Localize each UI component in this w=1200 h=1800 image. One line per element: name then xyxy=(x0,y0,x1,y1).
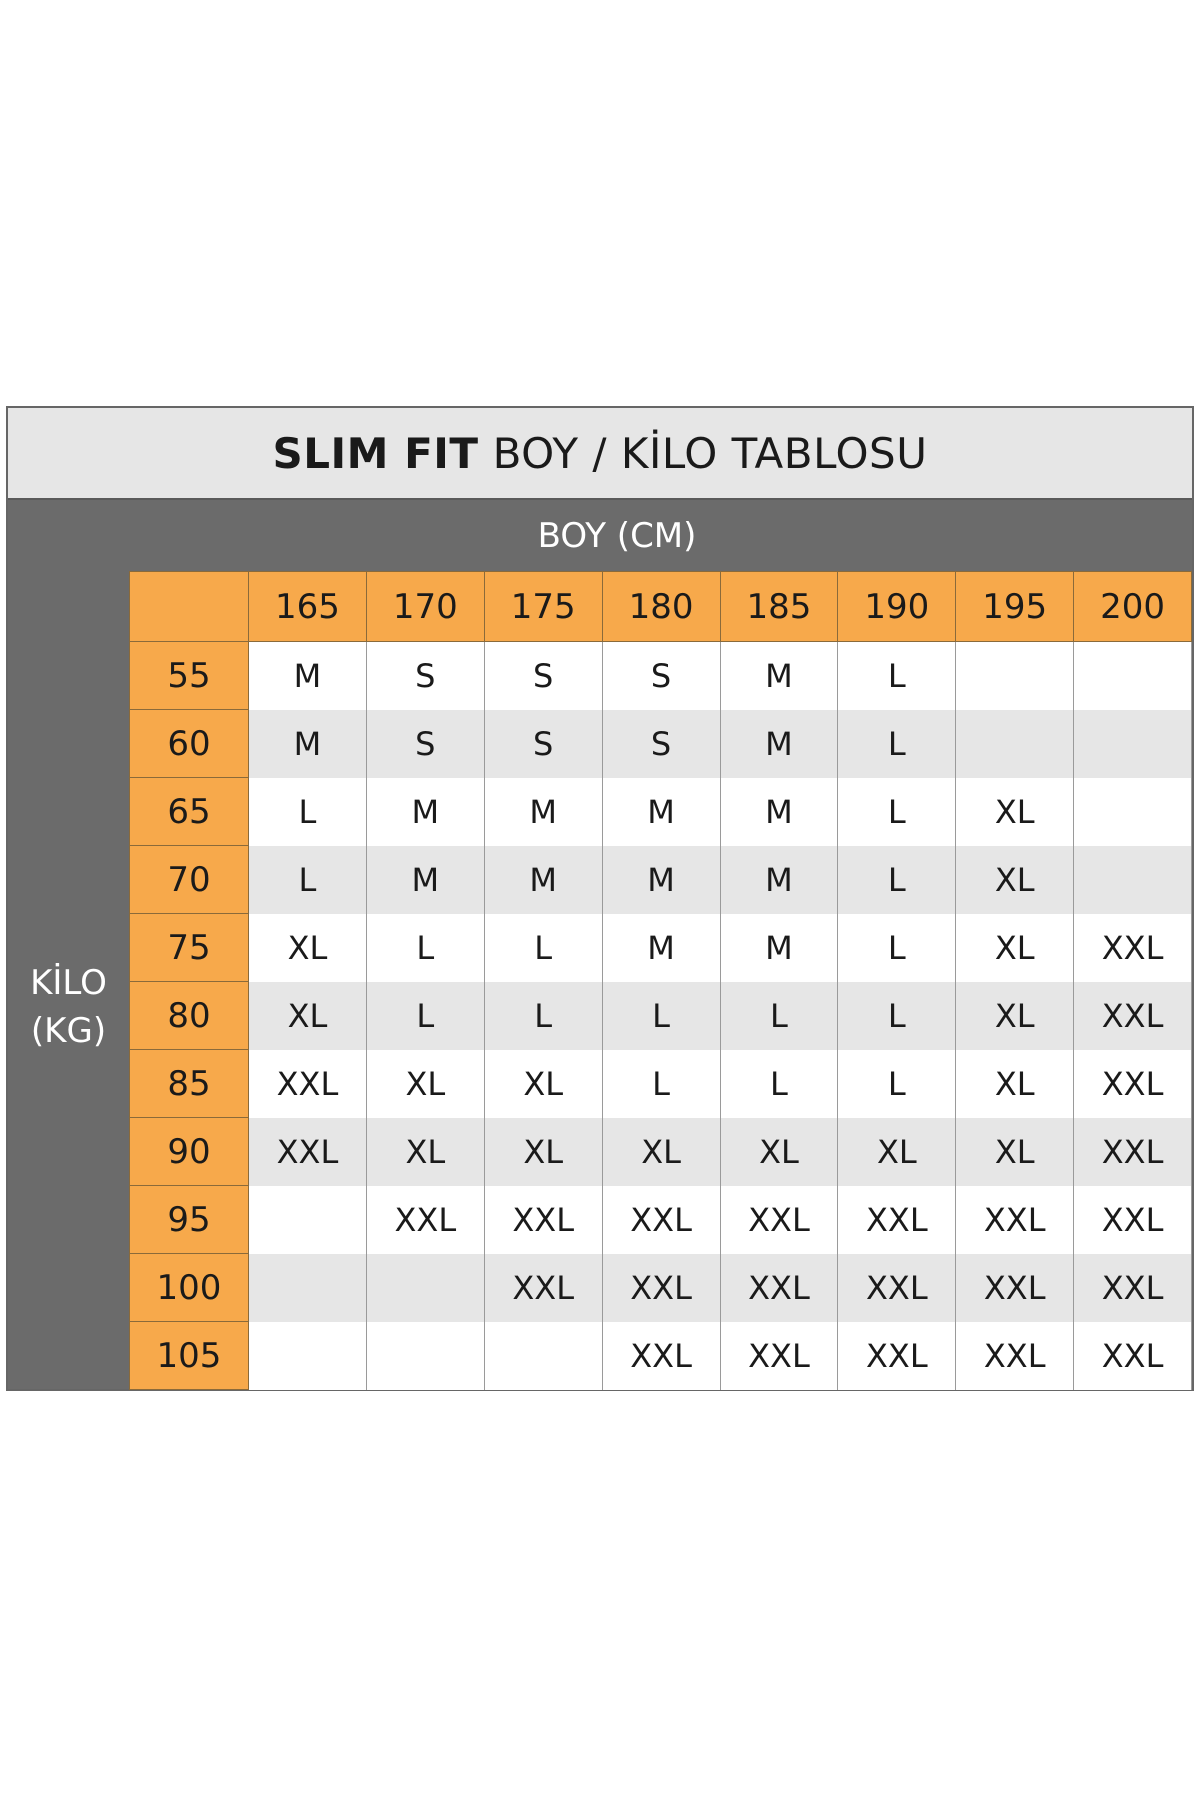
size-cell: S xyxy=(484,710,602,778)
size-cell: M xyxy=(366,778,484,846)
height-header-cell: 180 xyxy=(602,572,720,642)
size-cell: XXL xyxy=(602,1186,720,1254)
size-cell: XXL xyxy=(484,1254,602,1322)
size-cell: XL xyxy=(956,846,1074,914)
size-cell: L xyxy=(249,846,367,914)
weight-cell: 60 xyxy=(130,710,249,778)
size-cell: M xyxy=(720,642,838,710)
chart-title-rest: BOY / KİLO TABLOSU xyxy=(492,428,928,478)
size-cell: XXL xyxy=(1074,1118,1192,1186)
size-cell: M xyxy=(249,710,367,778)
size-cell: S xyxy=(366,642,484,710)
size-cell: S xyxy=(484,642,602,710)
size-cell: XXL xyxy=(1074,1186,1192,1254)
size-cell: XL xyxy=(956,914,1074,982)
table-row xyxy=(130,710,1192,778)
weight-cell: 70 xyxy=(130,846,249,914)
size-cell: XXL xyxy=(956,1322,1074,1390)
size-cell xyxy=(249,1254,367,1322)
size-cell: L xyxy=(366,914,484,982)
size-cell: XL xyxy=(366,1118,484,1186)
chart-title-bold: SLIM FIT xyxy=(272,428,479,478)
height-header-cell: 185 xyxy=(720,572,838,642)
size-cell: XXL xyxy=(249,1118,367,1186)
table-row xyxy=(130,982,1192,1050)
size-cell: XXL xyxy=(956,1254,1074,1322)
size-cell xyxy=(1074,778,1192,846)
size-cell: S xyxy=(602,710,720,778)
size-cell: M xyxy=(484,778,602,846)
size-cell: L xyxy=(484,914,602,982)
size-cell: L xyxy=(602,982,720,1050)
weight-cell: 90 xyxy=(130,1118,249,1186)
size-cell: M xyxy=(366,846,484,914)
size-cell: XXL xyxy=(1074,1050,1192,1118)
size-cell: XXL xyxy=(484,1186,602,1254)
height-header-cell: 190 xyxy=(838,572,956,642)
corner-cell xyxy=(130,572,249,642)
size-cell: M xyxy=(602,914,720,982)
size-cell xyxy=(366,1322,484,1390)
weight-cell: 75 xyxy=(130,914,249,982)
weight-cell: 85 xyxy=(130,1050,249,1118)
size-cell: XXL xyxy=(838,1254,956,1322)
size-cell xyxy=(1074,846,1192,914)
size-cell: L xyxy=(720,1050,838,1118)
table-row xyxy=(130,642,1192,710)
size-cell: XXL xyxy=(602,1254,720,1322)
size-cell: XXL xyxy=(1074,1254,1192,1322)
weight-header-line1: KİLO xyxy=(30,963,107,1003)
size-cell: L xyxy=(602,1050,720,1118)
size-cell: L xyxy=(838,642,956,710)
size-cell: L xyxy=(838,778,956,846)
size-cell xyxy=(1074,642,1192,710)
size-cell: XXL xyxy=(720,1322,838,1390)
size-cell: M xyxy=(602,778,720,846)
size-cell: XL xyxy=(956,982,1074,1050)
size-cell: XL xyxy=(956,1050,1074,1118)
size-cell: M xyxy=(484,846,602,914)
table-row xyxy=(130,778,1192,846)
height-header-cell: 165 xyxy=(249,572,367,642)
size-cell: XXL xyxy=(602,1322,720,1390)
size-cell: XL xyxy=(484,1118,602,1186)
size-cell: XL xyxy=(366,1050,484,1118)
weight-header xyxy=(8,571,129,1389)
height-header-cell: 175 xyxy=(484,572,602,642)
size-cell: L xyxy=(838,982,956,1050)
size-cell: XXL xyxy=(838,1322,956,1390)
table-row xyxy=(130,1186,1192,1254)
size-cell: XXL xyxy=(1074,982,1192,1050)
weight-cell: 105 xyxy=(130,1322,249,1390)
size-cell: M xyxy=(249,642,367,710)
size-cell xyxy=(366,1254,484,1322)
size-cell xyxy=(956,710,1074,778)
size-cell: M xyxy=(602,846,720,914)
height-header-cell: 170 xyxy=(366,572,484,642)
size-cell: XXL xyxy=(838,1186,956,1254)
weight-cell: 55 xyxy=(130,642,249,710)
size-cell xyxy=(484,1322,602,1390)
table-row xyxy=(130,846,1192,914)
chart-title xyxy=(8,408,1192,500)
height-header: BOY (CM) xyxy=(8,500,1192,571)
size-cell: XXL xyxy=(1074,914,1192,982)
table-row xyxy=(130,1254,1192,1322)
size-cell: L xyxy=(838,914,956,982)
table-row xyxy=(130,914,1192,982)
size-cell xyxy=(956,642,1074,710)
size-cell: L xyxy=(838,846,956,914)
size-cell: XXL xyxy=(366,1186,484,1254)
size-cell: L xyxy=(838,710,956,778)
size-cell: XL xyxy=(249,914,367,982)
size-cell: XL xyxy=(484,1050,602,1118)
size-cell: XL xyxy=(249,982,367,1050)
height-header-cell: 200 xyxy=(1074,572,1192,642)
size-cell: XXL xyxy=(249,1050,367,1118)
table-row xyxy=(130,1322,1192,1390)
size-cell: S xyxy=(602,642,720,710)
weight-cell: 100 xyxy=(130,1254,249,1322)
size-cell xyxy=(249,1322,367,1390)
table-row xyxy=(130,1118,1192,1186)
size-cell: XL xyxy=(602,1118,720,1186)
size-cell xyxy=(1074,710,1192,778)
size-table xyxy=(129,571,1192,1390)
size-cell: XXL xyxy=(720,1254,838,1322)
size-chart xyxy=(6,406,1194,1391)
size-cell: L xyxy=(838,1050,956,1118)
size-cell: XL xyxy=(956,1118,1074,1186)
size-cell: XXL xyxy=(720,1186,838,1254)
height-row xyxy=(130,572,1192,642)
size-cell: XL xyxy=(720,1118,838,1186)
table-row xyxy=(130,1050,1192,1118)
size-cell: M xyxy=(720,846,838,914)
weight-cell: 80 xyxy=(130,982,249,1050)
size-cell: XXL xyxy=(1074,1322,1192,1390)
height-header-cell: 195 xyxy=(956,572,1074,642)
size-cell: XL xyxy=(838,1118,956,1186)
size-cell: L xyxy=(720,982,838,1050)
size-cell: L xyxy=(249,778,367,846)
size-cell: M xyxy=(720,778,838,846)
weight-header-line2: (KG) xyxy=(30,1011,107,1051)
size-cell: S xyxy=(366,710,484,778)
size-cell: XXL xyxy=(956,1186,1074,1254)
size-cell xyxy=(249,1186,367,1254)
size-cell: M xyxy=(720,914,838,982)
size-cell: M xyxy=(720,710,838,778)
size-cell: L xyxy=(366,982,484,1050)
weight-cell: 95 xyxy=(130,1186,249,1254)
weight-cell: 65 xyxy=(130,778,249,846)
size-cell: L xyxy=(484,982,602,1050)
size-cell: XL xyxy=(956,778,1074,846)
